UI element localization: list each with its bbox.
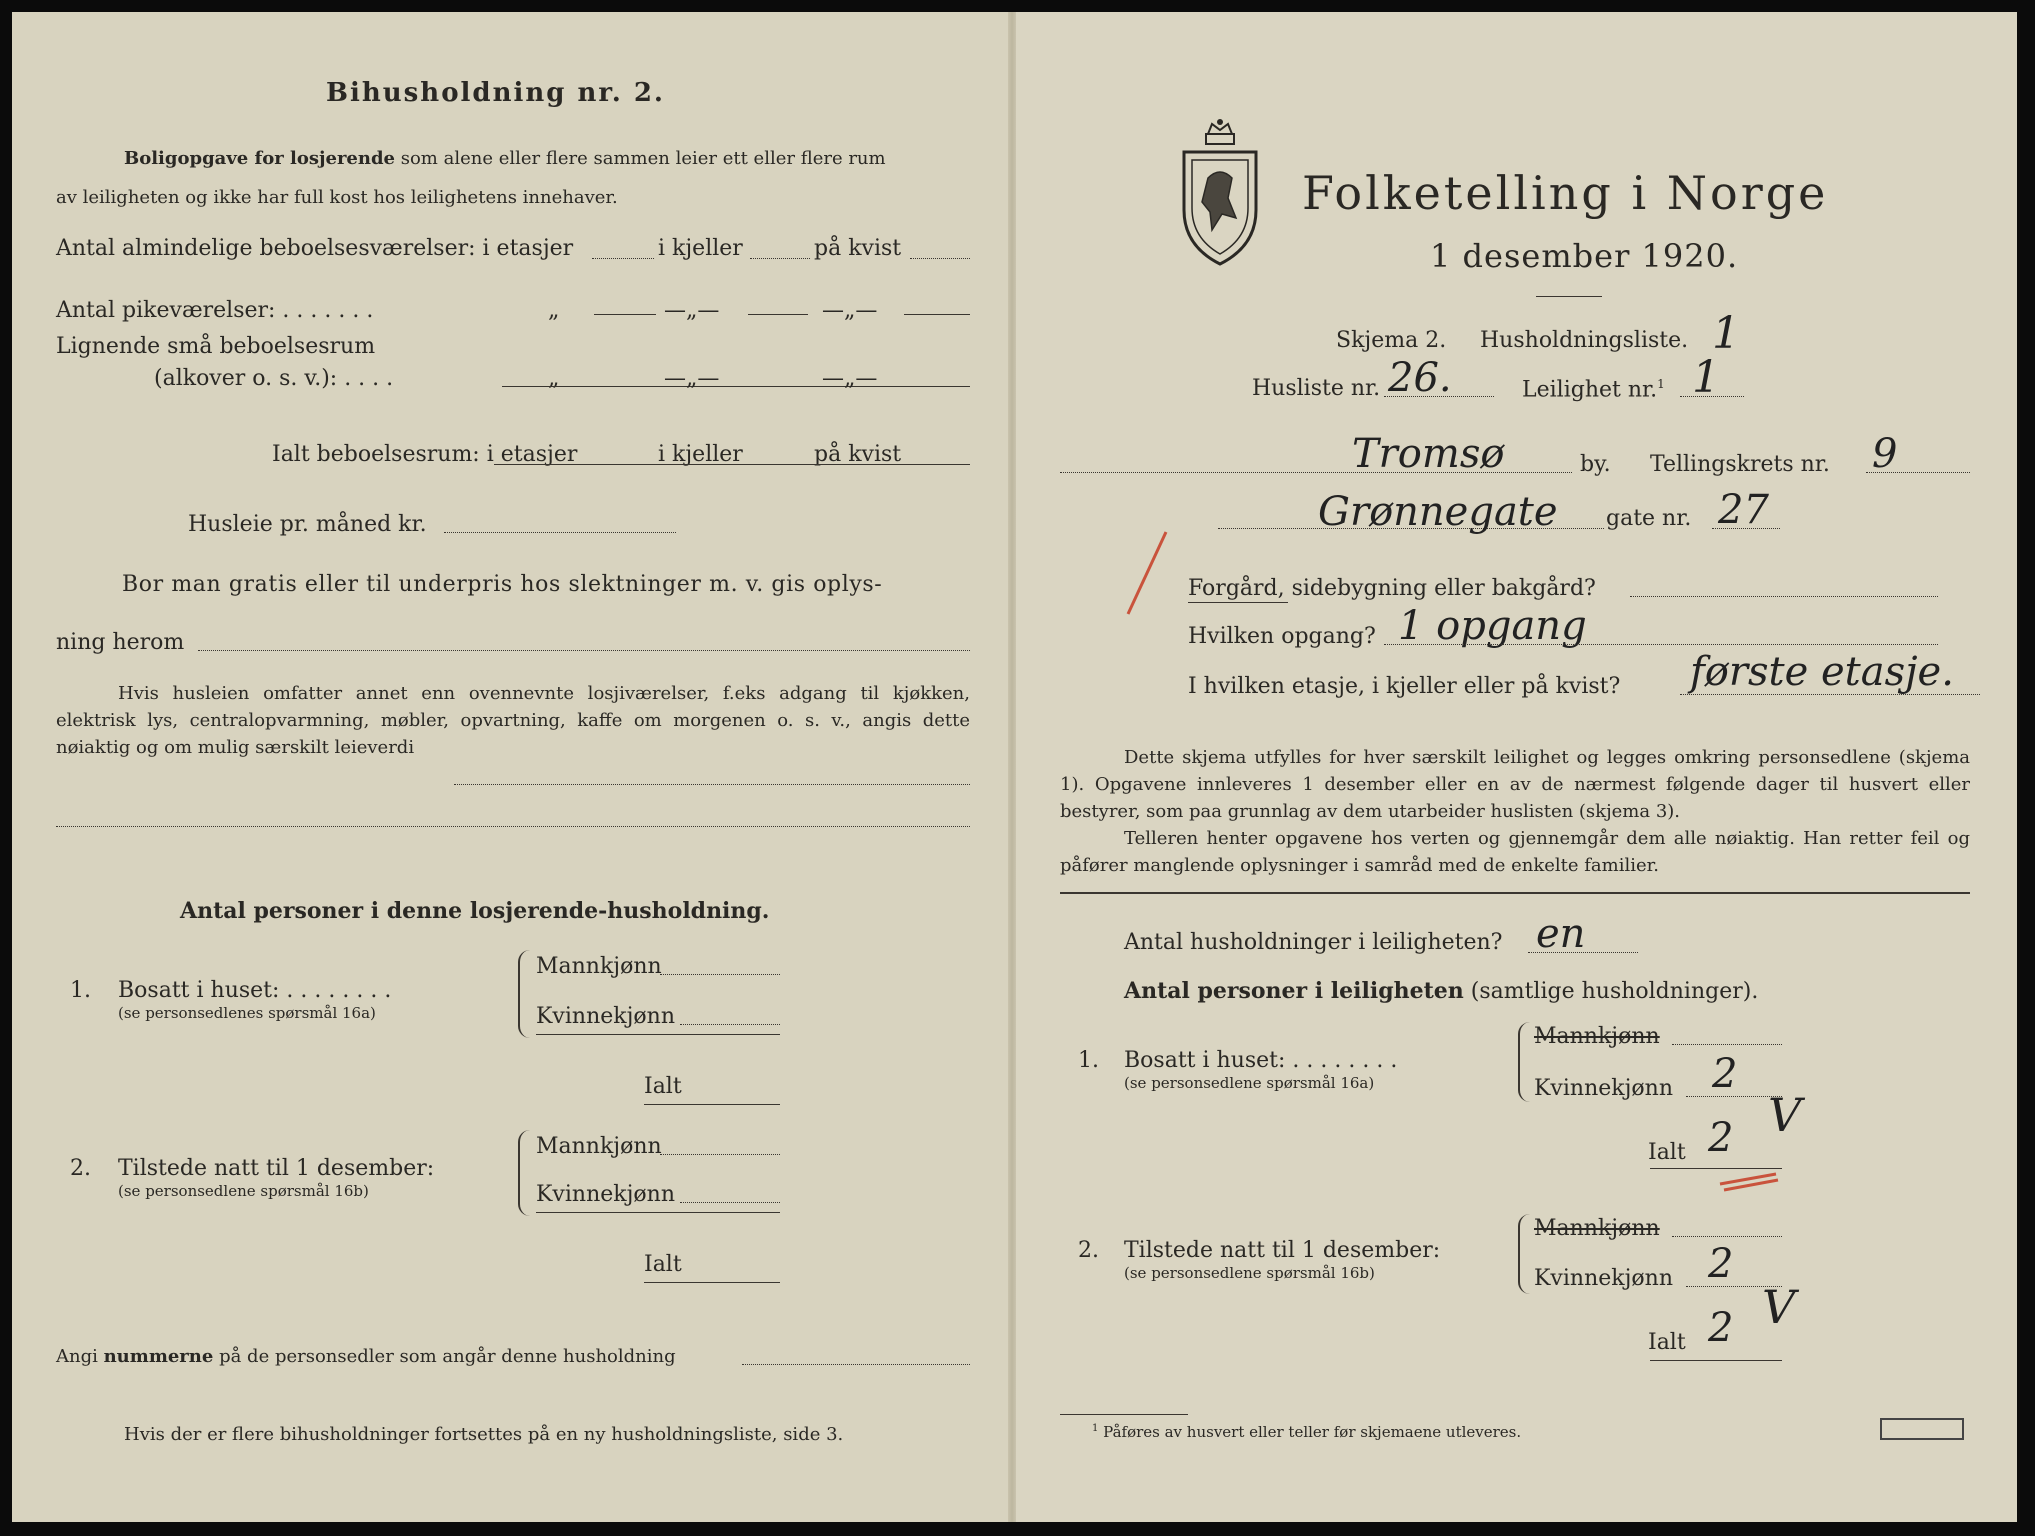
rent-note: Hvis husleien omfatter annet enn ovennevnte losjiværelser, f.eks adgang til kjøkken, elektrisk lys, centralopvarmning, møbler, opvartning, kaffe om morgenen o. s. v., angis dette nøiaktig og om mulig særskilt leieverdi	[56, 683, 970, 758]
right-q1-brace	[1518, 1022, 1530, 1102]
instruction-2: Telleren henter opgavene hos verten og gjennemgår dem alle nøiaktig. Han retter feil og påfører manglende oplysninger i samråd med de enkelte familier.	[1060, 828, 1970, 876]
continue-note: Hvis der er flere bihusholdninger fortsettes på en ny husholdningsliste, side 3.	[124, 1424, 844, 1445]
right-q1-male: Mannkjønn	[1534, 1024, 1660, 1049]
numbers-post: på de personsedler som angår denne husholdning	[213, 1346, 676, 1367]
left-q1-total-line	[644, 1104, 780, 1105]
floor-label: I hvilken etasje, i kjeller eller på kvist?	[1188, 674, 1621, 699]
right-q2-female-value: 2	[1708, 1241, 1734, 1287]
left-q1-number: 1.	[70, 978, 91, 1003]
persons-rest: (samtlige husholdninger).	[1463, 979, 1759, 1004]
small-rooms-underline	[502, 386, 970, 387]
entrance-label: Hvilken opgang?	[1188, 624, 1376, 649]
right-q1-female-value: 2	[1712, 1051, 1738, 1097]
left-q1-female: Kvinnekjønn	[536, 1004, 675, 1029]
right-q2-male-field	[1672, 1236, 1782, 1237]
right-q1-total: Ialt	[1648, 1140, 1686, 1165]
households-field	[1528, 952, 1638, 953]
right-q1-female: Kvinnekjønn	[1534, 1076, 1673, 1101]
household-list-value: 1	[1712, 308, 1740, 359]
left-q2-male-field	[660, 1154, 780, 1155]
right-q2-number: 2.	[1078, 1238, 1099, 1263]
numbers-field	[742, 1364, 970, 1365]
rooms-cellar-label: i kjeller	[658, 236, 743, 261]
small-ditto-1: „	[548, 366, 560, 391]
city-value: Tromsø	[1352, 431, 1505, 477]
right-q1-ref: (se personsedlene spørsmål 16a)	[1124, 1074, 1375, 1092]
total-attic-label: på kvist	[814, 442, 902, 467]
free-rent-line-2: ning herom	[56, 630, 185, 655]
free-rent-line-1: Bor man gratis eller til underpris hos slektninger m. v. gis oplys-	[122, 572, 883, 597]
maid-ditto-2: —„—	[664, 298, 720, 323]
red-underline	[1716, 1170, 1780, 1192]
coat-of-arms-icon	[1178, 118, 1262, 266]
left-q2-female-field	[680, 1202, 780, 1203]
households-label: Antal husholdninger i leiligheten?	[1124, 930, 1503, 955]
census-date: 1 desember 1920.	[1430, 237, 1739, 275]
total-rooms-underline	[494, 464, 970, 465]
numbers-pre: Angi	[56, 1346, 104, 1367]
rent-field	[444, 532, 676, 533]
apartment-value: 1	[1692, 352, 1720, 403]
right-q1-check-icon: V	[1768, 1088, 1802, 1142]
total-cellar-label: i kjeller	[658, 442, 743, 467]
rent-label: Husleie pr. måned kr.	[188, 512, 427, 537]
maid-field-2	[748, 314, 808, 315]
left-q2-total: Ialt	[644, 1252, 682, 1277]
free-rent-field	[198, 650, 970, 651]
intro-rest: som alene eller flere sammen leier ett eller flere rum	[395, 148, 886, 169]
persons-heading: Antal personer i denne losjerende-husholdning.	[180, 898, 770, 924]
house-list-label: Husliste nr.	[1252, 376, 1381, 401]
households-value: en	[1536, 911, 1586, 957]
household-list-label: Husholdningsliste.	[1480, 328, 1689, 353]
building-label: Forgård, sidebygning eller bakgård?	[1188, 576, 1596, 601]
right-q2-male: Mannkjønn	[1534, 1216, 1660, 1241]
right-q2-total-line	[1650, 1360, 1782, 1361]
apartment-text: Leilighet nr.	[1522, 377, 1658, 403]
right-q1-male-field	[1672, 1044, 1782, 1045]
instruction-rule	[1060, 892, 1970, 894]
apartment-field	[1680, 396, 1744, 397]
page-fold	[1008, 12, 1016, 1522]
left-q2-total-line	[644, 1282, 780, 1283]
entrance-field	[1384, 644, 1938, 645]
street-number-value: 27	[1718, 487, 1769, 533]
small-rooms-label-2: (alkover o. s. v.): . . . .	[154, 366, 394, 391]
persons-line	[1124, 980, 1758, 1003]
floor-field	[1680, 694, 1980, 695]
left-q2-female: Kvinnekjønn	[536, 1182, 675, 1207]
footnote-number: 1	[1092, 1423, 1099, 1434]
rent-note-field-2	[56, 826, 970, 827]
left-q1-male: Mannkjønn	[536, 954, 662, 979]
maid-rooms-label: Antal pikeværelser: . . . . . . .	[56, 298, 374, 323]
apartment-sup: 1	[1657, 377, 1665, 391]
street-number-field	[1712, 528, 1780, 529]
right-q2-ref: (se personsedlene spørsmål 16b)	[1124, 1264, 1375, 1282]
red-mark	[1120, 528, 1180, 618]
intro-line-2: av leiligheten og ikke har full kost hos leilighetens innehaver.	[56, 187, 618, 208]
instruction-1: Dette skjema utfylles for hver særskilt leilighet og legges omkring personsedlene (skjema 1). Opgavene innleveres 1 desember eller en av de nærmest følgende dager til husvert eller bestyrer, som paa grunnlag av dem utarbeider huslisten (skjema 3).	[1060, 747, 1970, 822]
house-list-field	[1384, 396, 1494, 397]
street-suffix: gate nr.	[1606, 506, 1692, 531]
total-rooms-label: Ialt beboelsesrum: i etasjer	[272, 442, 578, 467]
left-q2-brace	[518, 1130, 530, 1216]
maid-field-1	[594, 314, 656, 315]
right-q2-brace	[1518, 1214, 1530, 1294]
left-title: Bihusholdning nr. 2.	[326, 78, 665, 108]
right-q2-total-value: 2	[1708, 1305, 1734, 1351]
city-suffix: by.	[1580, 452, 1611, 477]
title-rule	[1536, 296, 1602, 297]
left-q1-male-field	[660, 974, 780, 975]
left-q1-total: Ialt	[644, 1074, 682, 1099]
small-ditto-2: —„—	[664, 366, 720, 391]
right-q1-label: Bosatt i huset: . . . . . . . .	[1124, 1048, 1398, 1073]
house-list-value: 26.	[1388, 355, 1452, 401]
building-underline-forgard	[1188, 602, 1288, 603]
right-q1-number: 1.	[1078, 1048, 1099, 1073]
intro-bold: Boligopgave for losjerende	[124, 148, 396, 169]
maid-ditto-3: —„—	[822, 298, 878, 323]
apartment-label	[1522, 378, 1665, 401]
right-q1-total-value: 2	[1708, 1115, 1734, 1161]
footnote	[1092, 1424, 1521, 1440]
footnote-rule	[1060, 1414, 1188, 1415]
district-field	[1866, 472, 1970, 473]
left-q2-ref: (se personsedlene spørsmål 16b)	[118, 1182, 369, 1200]
rooms-attic-field	[910, 258, 970, 259]
left-q1-label: Bosatt i huset: . . . . . . . .	[118, 978, 392, 1003]
small-ditto-3: —„—	[822, 366, 878, 391]
right-q2-total: Ialt	[1648, 1330, 1686, 1355]
rooms-cellar-field	[750, 258, 810, 259]
rent-note-field	[454, 784, 970, 785]
printer-stamp	[1880, 1418, 1964, 1440]
rooms-attic-label: på kvist	[814, 236, 902, 261]
left-q2-number: 2.	[70, 1156, 91, 1181]
right-q2-check-icon: V	[1762, 1280, 1796, 1334]
street-value: Grønnegate	[1318, 489, 1558, 535]
numbers-bold: nummerne	[103, 1346, 214, 1367]
maid-field-3	[904, 314, 970, 315]
intro-line-1	[124, 150, 886, 168]
right-q1-total-line	[1650, 1168, 1782, 1169]
entrance-value: 1 opgang	[1398, 603, 1587, 649]
right-q2-label: Tilstede natt til 1 desember:	[1124, 1238, 1441, 1263]
building-field	[1630, 596, 1938, 597]
numbers-line	[56, 1348, 676, 1366]
right-q2-female: Kvinnekjønn	[1534, 1266, 1673, 1291]
census-title: Folketelling i Norge	[1302, 166, 1829, 220]
left-q2-underline	[536, 1212, 780, 1213]
persons-bold: Antal personer i leiligheten	[1124, 978, 1464, 1004]
left-q1-ref: (se personsedlenes spørsmål 16a)	[118, 1004, 376, 1022]
maid-ditto-1: „	[548, 298, 560, 323]
left-q1-underline	[536, 1034, 780, 1035]
footnote-text: Påføres av husvert eller teller før skjemaene utleveres.	[1103, 1423, 1522, 1441]
schema-label: Skjema 2.	[1336, 328, 1447, 353]
district-label: Tellingskrets nr.	[1650, 452, 1830, 477]
small-rooms-label-1: Lignende små beboelsesrum	[56, 334, 376, 359]
left-q1-female-field	[680, 1024, 780, 1025]
left-q2-male: Mannkjønn	[536, 1134, 662, 1159]
rooms-floors-field	[592, 258, 654, 259]
left-q2-label: Tilstede natt til 1 desember:	[118, 1156, 435, 1181]
floor-value: første etasje.	[1690, 649, 1954, 695]
left-q1-brace	[518, 950, 530, 1038]
rooms-label: Antal almindelige beboelsesværelser: i etasjer	[56, 236, 574, 261]
district-value: 9	[1872, 431, 1898, 477]
